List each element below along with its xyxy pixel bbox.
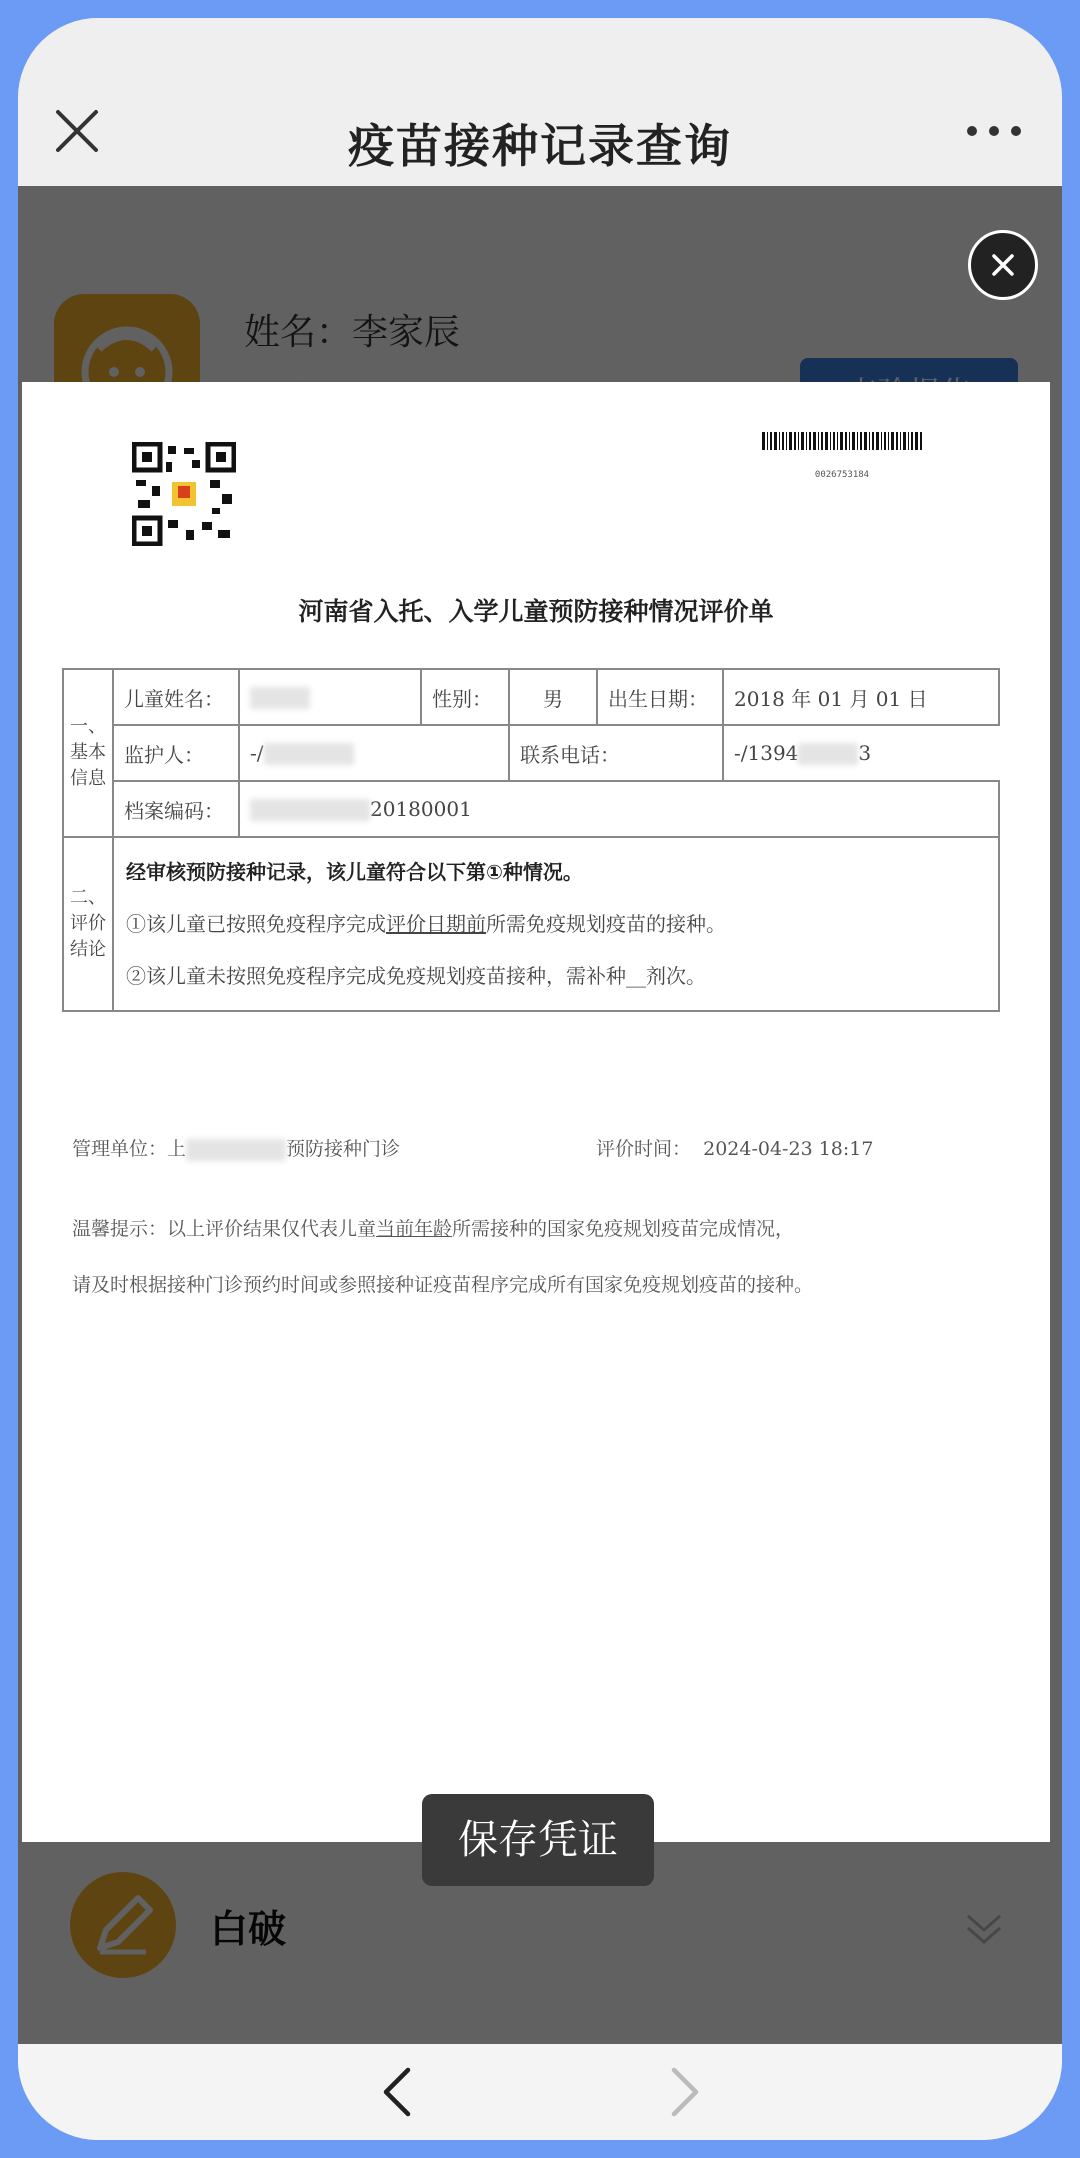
tip-line-1: 温馨提示：以上评价结果仅代表儿童当前年龄所需接种的国家免疫规划疫苗完成情况， xyxy=(72,1218,795,1240)
conclusion-text xyxy=(113,837,999,1011)
evaluation-time: 评价时间： 2024-04-23 18:17 xyxy=(596,1138,874,1160)
management-unit: 管理单位：上 预防接种门诊 xyxy=(72,1138,401,1160)
forward-arrow-icon[interactable] xyxy=(664,2064,704,2120)
top-nav-bar xyxy=(18,18,1062,186)
phone-value: -/1394 3 xyxy=(723,725,999,781)
gender-value: 男 xyxy=(509,669,597,725)
page-title: 疫苗接种记录查询 xyxy=(348,119,732,173)
save-voucher-button[interactable]: 保存凭证 xyxy=(422,1794,654,1886)
evaluation-form-table xyxy=(62,668,1000,1012)
record-no-label: 档案编码： xyxy=(113,781,239,837)
birth-date-label: 出生日期： xyxy=(597,669,723,725)
barcode-number: 0026753184 xyxy=(814,470,870,480)
back-arrow-icon[interactable] xyxy=(378,2064,418,2120)
modal-close-button[interactable] xyxy=(968,230,1038,300)
phone-label: 联系电话： xyxy=(509,725,723,781)
document-title: 河南省入托、入学儿童预防接种情况评价单 xyxy=(298,597,774,626)
section-basic-info: 一、基本信息 xyxy=(63,669,113,837)
conclusion-item-2: ②该儿童未按照免疫程序完成免疫规划疫苗接种，需补种__剂次。 xyxy=(126,964,706,988)
record-no-value: 20180001 xyxy=(239,781,999,837)
qr-code-icon xyxy=(132,442,236,546)
evaluation-document xyxy=(22,382,1050,1842)
conclusion-item-1: ①该儿童已按照免疫程序完成评价日期前所需免疫规划疫苗的接种。 xyxy=(126,912,726,936)
guardian-label: 监护人： xyxy=(113,725,239,781)
more-icon[interactable] xyxy=(964,123,1024,139)
guardian-value: -/ xyxy=(239,725,509,781)
child-name-value xyxy=(239,669,421,725)
close-icon xyxy=(991,253,1015,277)
child-name-label: 儿童姓名： xyxy=(113,669,239,725)
tip-line-2: 请及时根据接种门诊预约时间或参照接种证疫苗程序完成所有国家免疫规划疫苗的接种。 xyxy=(72,1274,814,1296)
conclusion-intro: 经审核预防接种记录，该儿童符合以下第①种情况。 xyxy=(126,860,583,884)
screen xyxy=(18,18,1062,2140)
barcode-icon xyxy=(762,432,922,470)
gender-label: 性别： xyxy=(421,669,509,725)
browser-bottom-bar xyxy=(18,2044,1062,2140)
birth-date-value: 2018 年 01 月 01 日 xyxy=(723,669,999,725)
section-conclusion: 二、评价结论 xyxy=(63,837,113,1011)
